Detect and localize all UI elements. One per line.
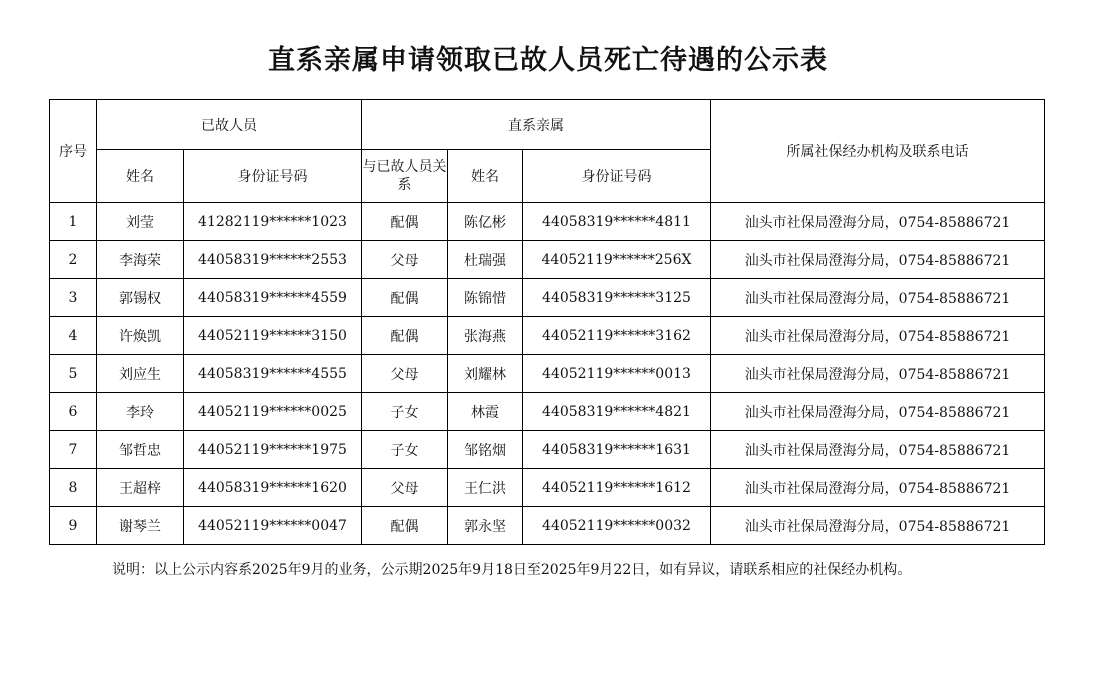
cell-relation: 配偶 — [362, 507, 448, 545]
cell-deceased-id: 44052119******1975 — [184, 431, 362, 469]
cell-relative-name: 郭永坚 — [448, 507, 523, 545]
cell-deceased-id: 41282119******1023 — [184, 203, 362, 241]
cell-relative-name: 王仁洪 — [448, 469, 523, 507]
cell-deceased-name: 谢琴兰 — [97, 507, 184, 545]
cell-relative-name: 张海燕 — [448, 317, 523, 355]
header-deceased: 已故人员 — [97, 100, 362, 150]
cell-relative-id: 44058319******4821 — [523, 393, 711, 431]
table-row — [50, 431, 1045, 469]
cell-relative-id: 44052119******1612 — [523, 469, 711, 507]
cell-relative-id: 44052119******3162 — [523, 317, 711, 355]
cell-agency: 汕头市社保局澄海分局，0754-85886721 — [711, 317, 1045, 355]
cell-seq: 5 — [50, 355, 97, 393]
footnote: 说明：以上公示内容系2025年9月的业务，公示期2025年9月18日至2025年9月22日，如有异议，请联系相应的社保经办机构。 — [112, 562, 912, 578]
cell-seq: 9 — [50, 507, 97, 545]
cell-agency: 汕头市社保局澄海分局，0754-85886721 — [711, 279, 1045, 317]
publication-table — [49, 99, 1045, 545]
cell-relation: 父母 — [362, 241, 448, 279]
cell-relative-name: 林霞 — [448, 393, 523, 431]
table-row — [50, 279, 1045, 317]
cell-deceased-id: 44058319******1620 — [184, 469, 362, 507]
cell-deceased-id: 44058319******4559 — [184, 279, 362, 317]
cell-agency: 汕头市社保局澄海分局，0754-85886721 — [711, 469, 1045, 507]
cell-agency: 汕头市社保局澄海分局，0754-85886721 — [711, 431, 1045, 469]
cell-agency: 汕头市社保局澄海分局，0754-85886721 — [711, 203, 1045, 241]
cell-deceased-name: 刘应生 — [97, 355, 184, 393]
header-deceased-id: 身份证号码 — [184, 150, 362, 203]
cell-relative-id: 44052119******0032 — [523, 507, 711, 545]
cell-seq: 6 — [50, 393, 97, 431]
header-seq: 序号 — [50, 100, 97, 203]
header-relative: 直系亲属 — [362, 100, 711, 150]
cell-seq: 8 — [50, 469, 97, 507]
table-row — [50, 241, 1045, 279]
cell-relative-id: 44052119******256X — [523, 241, 711, 279]
cell-relative-name: 陈亿彬 — [448, 203, 523, 241]
cell-deceased-id: 44052119******0025 — [184, 393, 362, 431]
cell-deceased-id: 44052119******0047 — [184, 507, 362, 545]
cell-deceased-name: 李玲 — [97, 393, 184, 431]
cell-deceased-name: 许焕凯 — [97, 317, 184, 355]
cell-relation: 配偶 — [362, 317, 448, 355]
table-body — [50, 203, 1045, 545]
cell-deceased-name: 郭锡权 — [97, 279, 184, 317]
cell-deceased-name: 王超梓 — [97, 469, 184, 507]
cell-deceased-name: 邹哲忠 — [97, 431, 184, 469]
cell-agency: 汕头市社保局澄海分局，0754-85886721 — [711, 355, 1045, 393]
header-relative-name: 姓名 — [448, 150, 523, 203]
cell-relative-name: 杜瑞强 — [448, 241, 523, 279]
cell-deceased-name: 李海荣 — [97, 241, 184, 279]
table-row — [50, 355, 1045, 393]
header-deceased-name: 姓名 — [97, 150, 184, 203]
cell-deceased-name: 刘莹 — [97, 203, 184, 241]
cell-deceased-id: 44058319******2553 — [184, 241, 362, 279]
table-row — [50, 203, 1045, 241]
cell-relative-name: 邹铭烟 — [448, 431, 523, 469]
cell-relative-name: 陈锦惜 — [448, 279, 523, 317]
cell-relative-id: 44052119******0013 — [523, 355, 711, 393]
cell-seq: 2 — [50, 241, 97, 279]
cell-agency: 汕头市社保局澄海分局，0754-85886721 — [711, 241, 1045, 279]
cell-relation: 配偶 — [362, 203, 448, 241]
cell-seq: 7 — [50, 431, 97, 469]
header-agency: 所属社保经办机构及联系电话 — [711, 100, 1045, 203]
cell-relation: 子女 — [362, 393, 448, 431]
header-relation: 与已故人员关系 — [362, 150, 448, 203]
cell-relative-id: 44058319******4811 — [523, 203, 711, 241]
cell-relative-id: 44058319******1631 — [523, 431, 711, 469]
table-row — [50, 393, 1045, 431]
page-title: 直系亲属申请领取已故人员死亡待遇的公示表 — [268, 45, 828, 76]
cell-agency: 汕头市社保局澄海分局，0754-85886721 — [711, 507, 1045, 545]
cell-relation: 子女 — [362, 431, 448, 469]
cell-seq: 3 — [50, 279, 97, 317]
cell-relative-id: 44058319******3125 — [523, 279, 711, 317]
table-row — [50, 507, 1045, 545]
table-row — [50, 317, 1045, 355]
cell-relation: 父母 — [362, 469, 448, 507]
cell-relation: 父母 — [362, 355, 448, 393]
cell-agency: 汕头市社保局澄海分局，0754-85886721 — [711, 393, 1045, 431]
header-relative-id: 身份证号码 — [523, 150, 711, 203]
cell-relative-name: 刘耀林 — [448, 355, 523, 393]
cell-seq: 4 — [50, 317, 97, 355]
cell-seq: 1 — [50, 203, 97, 241]
cell-deceased-id: 44058319******4555 — [184, 355, 362, 393]
cell-relation: 配偶 — [362, 279, 448, 317]
cell-deceased-id: 44052119******3150 — [184, 317, 362, 355]
table-row — [50, 469, 1045, 507]
